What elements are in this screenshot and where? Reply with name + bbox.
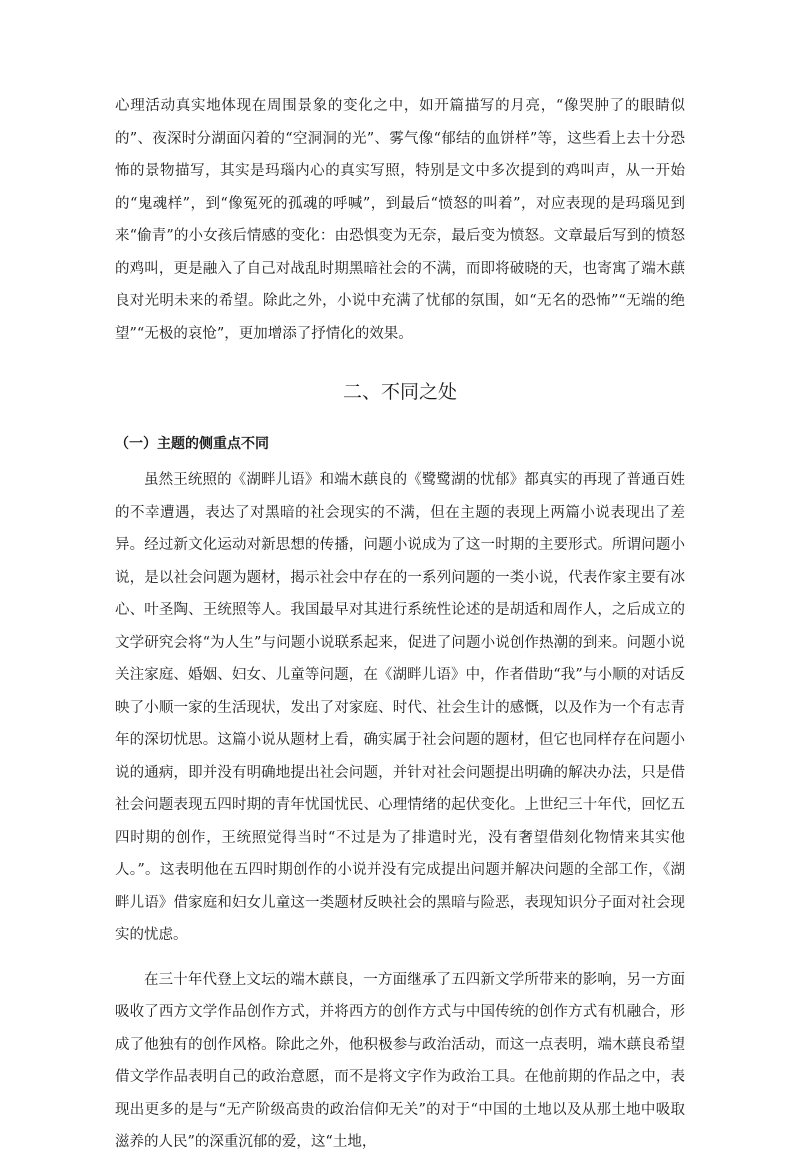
section-title: 二、不同之处 bbox=[342, 381, 457, 403]
paragraph-theme-difference: 虽然王统照的《湖畔儿语》和端木蕻良的《鹭鹭湖的忧郁》都真实的再现了普通百姓的不幸遭遇，表达了对黑暗的社会现实的不满，但在主题的表现上两篇小说表现出了差异。经过新文化运动对新思想的传播，问题小说成为了这一时期的主要形式。所谓问题小说，是以社会问题为题材，揭示社会中存在的一系列问题的一类小说，代表作家主要有冰心、叶圣陶、王统照等人。我国最早对其进行系统性论述的是胡适和周作人，之后成立的文学研究会将“为人生”与问题小说联系起来，促进了问题小说创作热潮的到来。问题小说关注家庭、婚姻、妇女、儿童等问题，在《湖畔儿语》中，作者借助“我”与小顺的对话反映了小顺一家的生活现状，发出了对家庭、时代、社会生计的感慨，以及作为一个有志青年的深切忧思。这篇小说从题材上看，确实属于社会问题的题材，但它也同样存在问题小说的通病，即并没有明确地提出社会问题，并针对社会问题提出明确的解决办法，只是借社会问题表现五四时期的青年忧国忧民、心理情绪的起伏变化。上世纪三十年代，回忆五四时期的创作，王统照觉得当时“不过是为了排遣时光，没有奢望借刻化物情来其实他人。”。这表明他在五四时期创作的小说并没有完成提出问题并解决问题的全部工作，《湖畔儿语》借家庭和妇女儿童这一类题材反映社会的黑暗与险恶，表现知识分子面对社会现实的忧虑。 bbox=[115, 472, 685, 943]
document-content bbox=[115, 90, 685, 1159]
paragraph-gap bbox=[115, 952, 685, 964]
paragraph-duanmu-style: 在三十年代登上文坛的端木蕻良，一方面继承了五四新文学所带来的影响，另一方面吸收了西方文学作品创作方式，并将西方的创作方式与中国传统的创作方式有机融合，形成了他独有的创作风格。除此之外，他积极参与政治活动，而这一点表明，端木蕻良希望借文学作品表明自己的政治意愿，而不是将文字作为政治工具。在他前期的作品之中，表现出更多的是与“无产阶级高贵的政治信仰无关”的对于“中国的土地以及从那土地中吸取滋养的人民”的深重沉郁的爱，这“土地， bbox=[115, 971, 685, 1150]
subsection-title: （一）主题的侧重点不同 bbox=[115, 436, 269, 452]
paragraph-continuation: 心理活动真实地体现在周围景象的变化之中，如开篇描写的月亮，“像哭肿了的眼睛似的”、夜深时分湖面闪着的“空洞洞的光”、雾气像“郁结的血饼样”等，这些看上去十分恐怖的景物描写，其实是玛瑙内心的真实写照，特别是文中多次提到的鸡叫声，从一开始的“鬼魂样”，到“像冤死的孤魂的呼喊”，到最后“愤怒的叫着”，对应表现的是玛瑙见到来“偷青”的小女孩后情感的变化：由恐惧变为无奈，最后变为愤怒。文章最后写到的愤怒的鸡叫，更是融入了自己对战乱时期黑暗社会的不满，而即将破晓的天，也寄寓了端木蕻良对光明未来的希望。除此之外，小说中充满了忧郁的氛围，如“无名的恐怖”“无端的绝望”“无极的哀怆”，更加增添了抒情化的效果。 bbox=[115, 98, 685, 342]
